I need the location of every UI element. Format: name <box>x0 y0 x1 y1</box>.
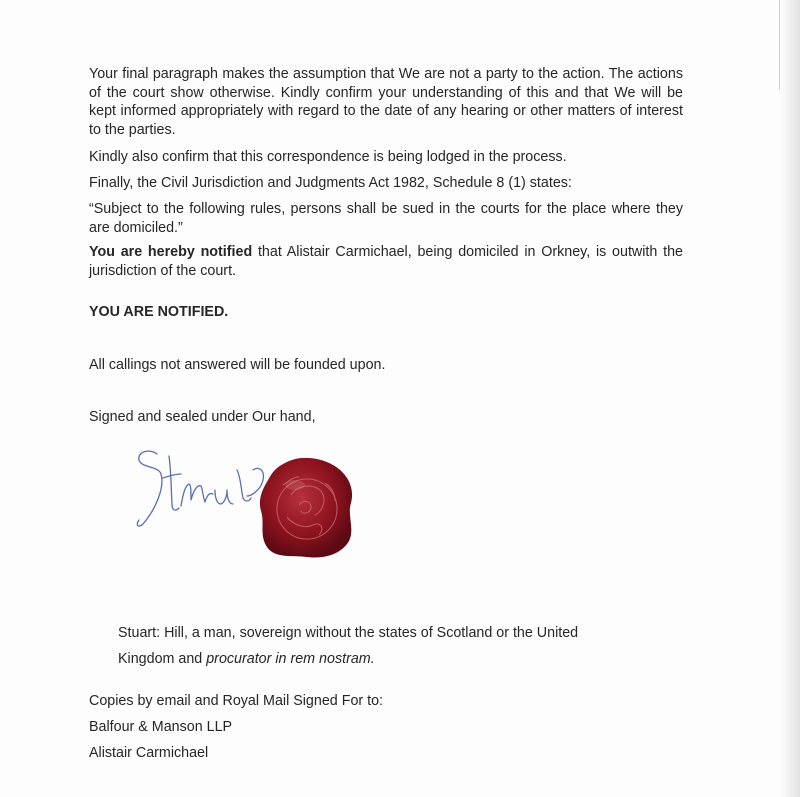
notification-bold-lead: You are hereby notified <box>89 244 253 260</box>
notification-rest: that Alistair Carmichael, being domiciled in Orkney, is outwith the jurisdiction of the court. <box>89 244 683 279</box>
heading-you-are-notified: YOU ARE NOTIFIED. <box>89 304 229 320</box>
paragraph-confirm-lodged: Kindly also confirm that this correspondence is being lodged in the process. <box>89 149 567 165</box>
copies-recipient-1: Balfour & Manson LLP <box>89 719 233 735</box>
wax-seal-icon <box>255 455 360 563</box>
paragraph-notification <box>89 243 683 280</box>
signatory-line-2: Kingdom and procurator in rem nostram. <box>118 651 375 667</box>
paragraph-quoted-rule: “Subject to the following rules, persons shall be sued in the courts for the place where they are domiciled.” <box>89 201 683 236</box>
scan-line <box>779 0 780 90</box>
paragraph-signed-sealed: Signed and sealed under Our hand, <box>89 409 316 425</box>
paragraph-act-citation: Finally, the Civil Jurisdiction and Judgments Act 1982, Schedule 8 (1) states: <box>89 175 572 191</box>
copies-intro: Copies by email and Royal Mail Signed For to: <box>89 693 384 709</box>
signatory-line-1: Stuart: Hill, a man, sovereign without the states of Scotland or the United <box>118 625 579 641</box>
latin-phrase: procurator in rem nostram. <box>206 651 375 667</box>
copies-recipient-2: Alistair Carmichael <box>89 745 209 761</box>
paragraph-party-assumption: Your final paragraph makes the assumption that We are not a party to the action. The actions of the court show otherwise. Kindly confirm your understanding of this and that We will be kept informed appropriately with regard to the date of any hearing or other matters of interest to the parties. <box>89 66 683 138</box>
paragraph-callings: All callings not answered will be founded upon. <box>89 357 386 373</box>
scan-edge <box>778 0 800 797</box>
